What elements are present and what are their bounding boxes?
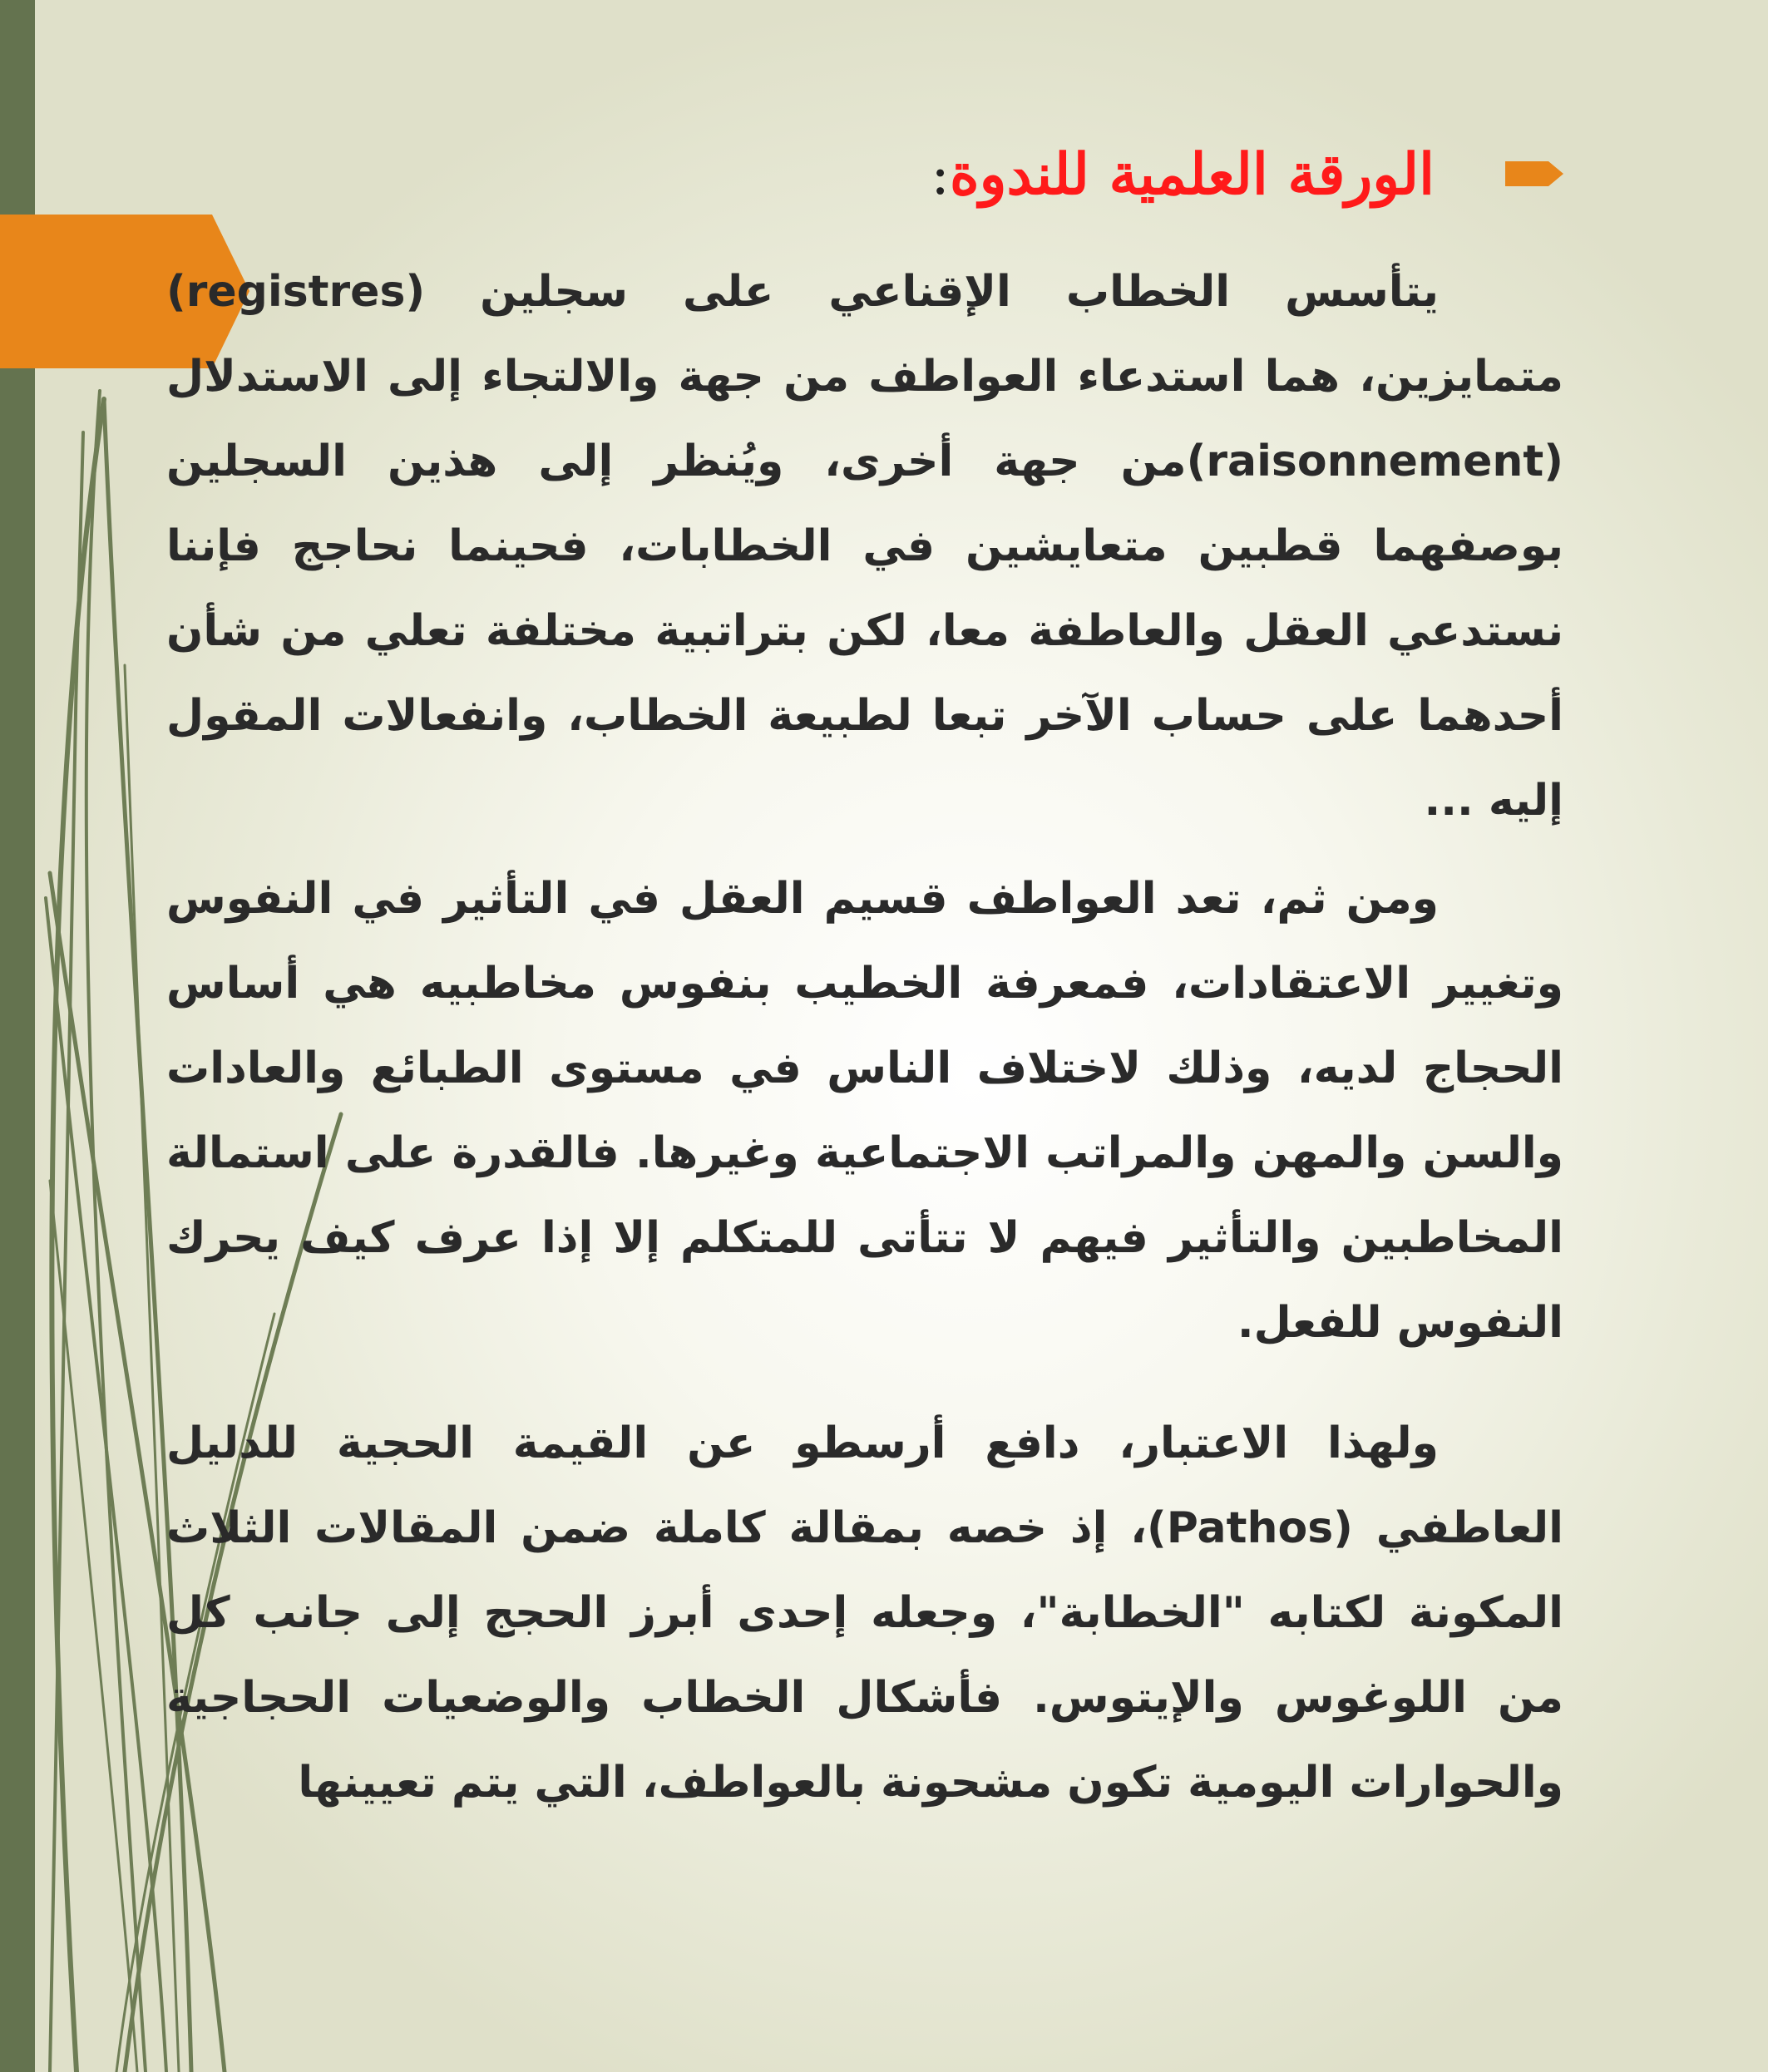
paragraph-3: ولهذا الاعتبار، دافع أرسطو عن القيمة الحجية للدليل العاطفي (Pathos)، إذ خصه بمقالة كاملة ضمن المقالات الثلاث المكونة لكتابه "الخطابة"، وجعله إحدى أبرز الحجج إلى جانب كل من اللوغوس والإيتوس. فأشكال الخطاب والوضعيات الحجاجية والحوارات اليومية تكون مشحونة بالعواطف، التي يتم تعيينها	[166, 1418, 1564, 1808]
title-row	[166, 125, 1563, 224]
paragraph-1: يتأسس الخطاب الإقناعي على سجلين (registres) متمايزين، هما استدعاء العواطف من جهة والالتجاء إلى الاستدلال (raisonnement)من جهة أخرى، ويُنظر إلى هذين السجلين بوصفهما قطبين متعايشين في الخطابات، فحينما نحاجج فإننا نستدعي العقل والعاطفة معا، لكن بتراتبية مختلفة تعلي من شأن أحدهما على حساب الآخر تبعا لطبيعة الخطاب، وانفعالات المقول إليه ...	[166, 267, 1563, 826]
slide-content	[166, 125, 1563, 1996]
orange-arrow-bullet-icon	[1505, 161, 1563, 186]
title-colon: :	[931, 142, 950, 208]
slide-title: الورقة العلمية للندوة:	[931, 141, 1435, 208]
paragraph-2: ومن ثم، تعد العواطف قسيم العقل في التأثير في النفوس وتغيير الاعتقادات، فمعرفة الخطيب بنفوس مخاطبيه هي أساس الحجاج لديه، وذلك لاختلاف الناس في مستوى الطبائع والعادات والسن والمهن والمراتب الاجتماعية وغيرها. فالقدرة على استمالة المخاطبين والتأثير فيهم لا تتأتى للمتكلم إلا إذا عرف كيف يحرك النفوس للفعل.	[166, 874, 1563, 1348]
